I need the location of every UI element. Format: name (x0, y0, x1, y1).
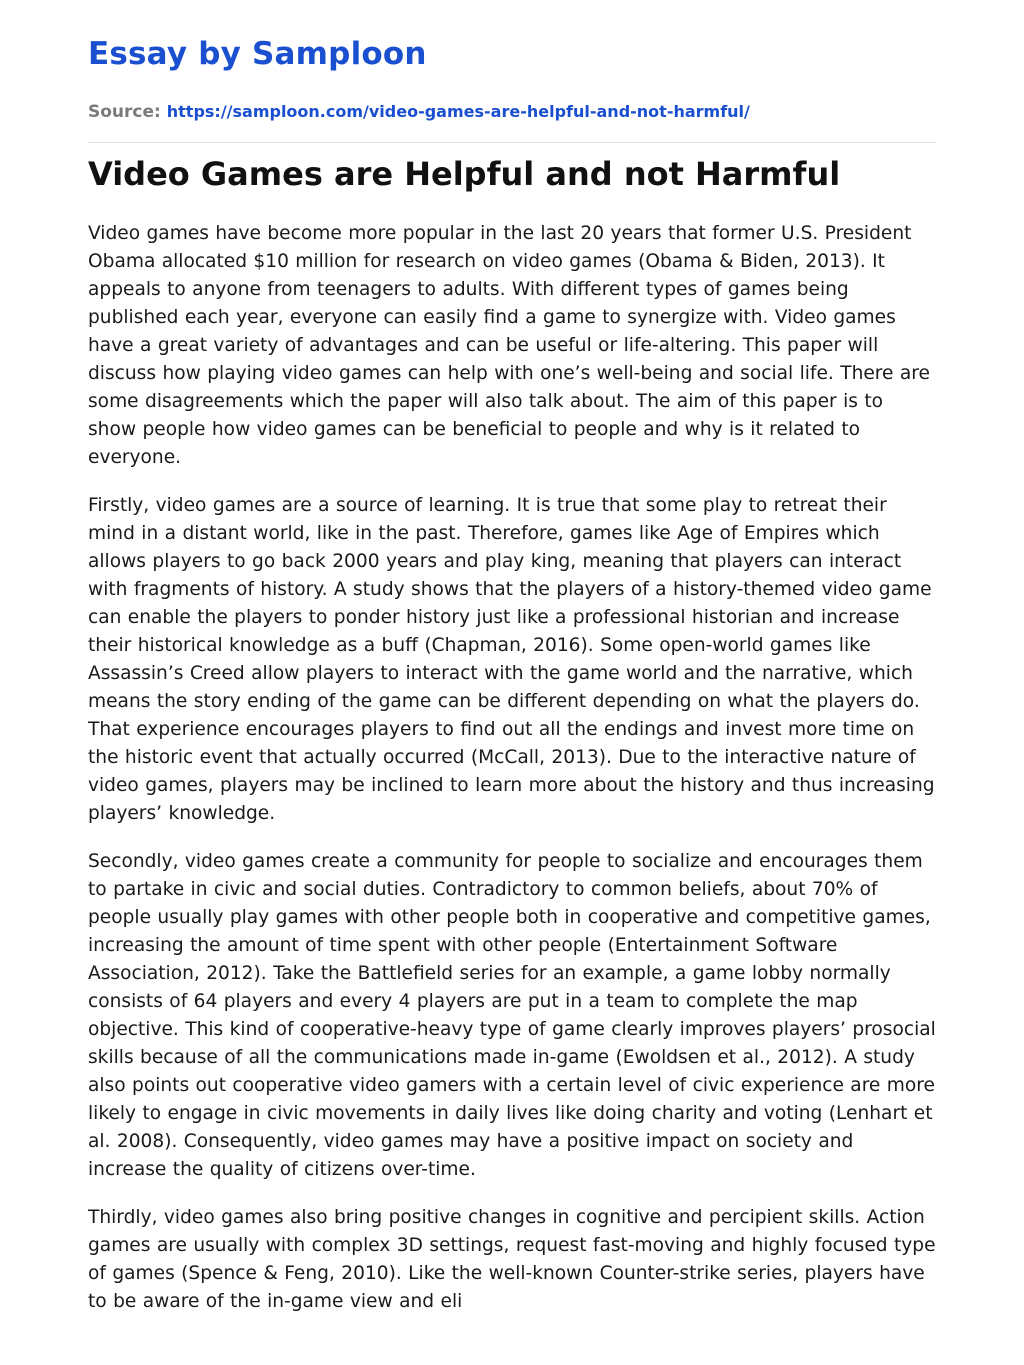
source-link[interactable]: https://samploon.com/video-games-are-helpful-and-not-harmful/ (166, 102, 750, 121)
essay-paragraph-3: Secondly, video games create a community for people to socialize and encourages them to partake in civic and social duties. Contradictory to common beliefs, about 70% of people usually play games with other people both in cooperative and competitive games, increasing the amount of time spent with other people (Entertainment Software Association, 2012). Take the Battlefield series for an example, a game lobby normally consists of 64 players and every 4 players are put in a team to complete the map objective. This kind of cooperative-heavy type of game clearly improves players’ prosocial skills because of all the communications made in-game (Ewoldsen et al., 2012). A study also points out cooperative video gamers with a certain level of civic experience are more likely to engage in civic movements in daily lives like doing charity and voting (Lenhart et al. 2008). Consequently, video games may have a positive impact on society and increase the quality of citizens over-time. (88, 851, 936, 1180)
essay-paragraph-1: Video games have become more popular in the last 20 years that former U.S. President Obama allocated $10 million for research on video games (Obama & Biden, 2013). It appeals to anyone from teenagers to adults. With different types of games being published each year, everyone can easily find a game to synergize with. Video games have a great variety of advantages and can be useful or life-altering. This paper will discuss how playing video games can help with one’s well-being and social life. There are some disagreements which the paper will also talk about. The aim of this paper is to show people how video games can be beneficial to people and why is it related to everyone. (88, 223, 930, 468)
header-divider (88, 142, 936, 143)
essay-paragraph-4: Thirdly, video games also bring positive changes in cognitive and percipient skills. Action games are usually with complex 3D settings, request fast-moving and highly focused type of games (Spence & Feng, 2010). Like the well-known Counter-strike series, players have to be aware of the in-game view and eli (88, 1207, 936, 1312)
essay-body (88, 220, 936, 1336)
source-line (88, 102, 750, 122)
essay-title: Video Games are Helpful and not Harmful (88, 155, 841, 193)
essay-paragraph-2: Firstly, video games are a source of learning. It is true that some play to retreat their mind in a distant world, like in the past. Therefore, games like Age of Empires which allows players to go back 2000 years and play king, meaning that players can interact with fragments of history. A study shows that the players of a history-themed video game can enable the players to ponder history just like a professional historian and increase their historical knowledge as a buff (Chapman, 2016). Some open-world games like Assassin’s Creed allow players to interact with the game world and the narrative, which means the story ending of the game can be different depending on what the players do. That experience encourages players to find out all the endings and invest more time on the historic event that actually occurred (McCall, 2013). Due to the interactive nature of video games, players may be inclined to learn more about the history and thus increasing players’ knowledge. (88, 495, 935, 824)
site-brand-heading: Essay by Samploon (88, 36, 427, 72)
source-label: Source: (88, 102, 161, 122)
